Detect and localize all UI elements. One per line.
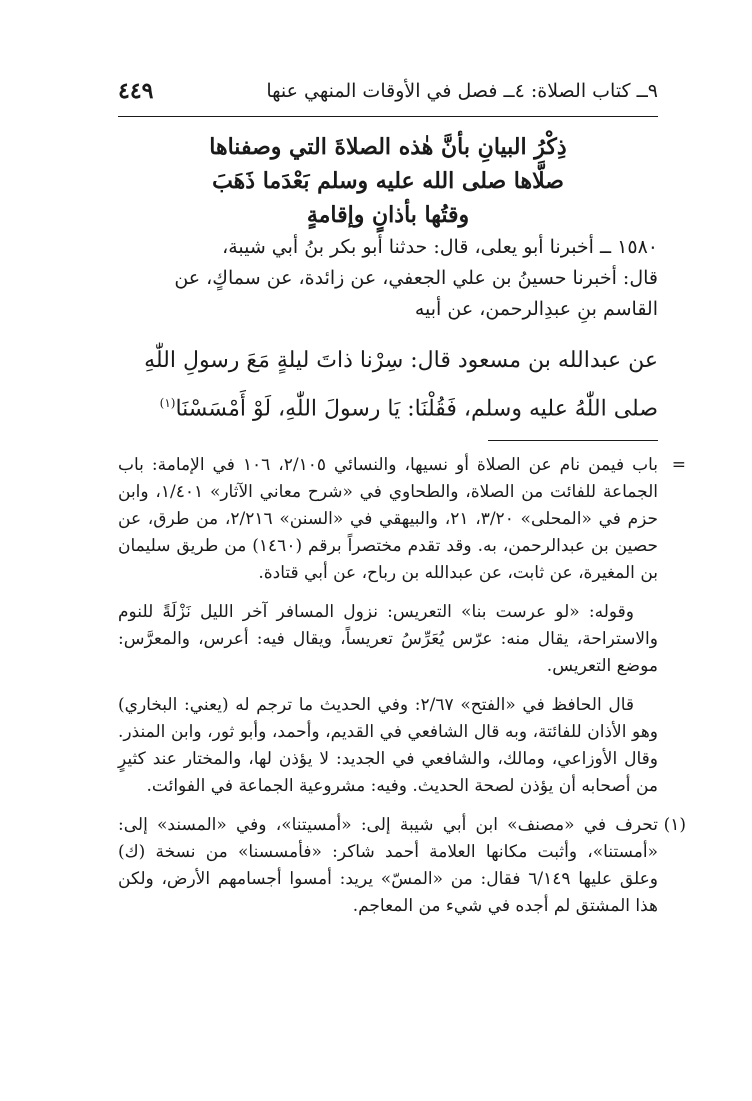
page-number: ٤٤٩ [118, 78, 154, 104]
footnotes [118, 452, 686, 932]
matn-line-1: عن عبدالله بن مسعود قال: سِرْنا ذاتَ ليلةٍ مَعَ رسولِ اللّٰهِ [144, 348, 658, 373]
chapter-heading [118, 130, 658, 232]
hadith-line-1: ١٥٨٠ ــ أخبرنا أبو يعلى، قال: حدثنا أبو بكر بنُ أبي شيبة، [222, 236, 658, 258]
hadith-chain [118, 232, 658, 325]
footnote-paragraph-fath: قال الحافظ في «الفتح» ٢/٦٧: وفي الحديث ما ترجم له (يعني: البخاري) وهو الأذان للفائتة، وبه قال الشافعي في القديم، وأحمد، وأبو ثور، وابن المنذر. وقال الأوزاعي، ومالك، والشافعي في الجديد: لا يؤذن لها، والمختار عند كثيرٍ من أصحابه أن يؤذن لصحة الحديث. وفيه: مشروعية الجماعة في الفوائت. [118, 695, 658, 796]
footnote-paragraph-tarees: وقوله: «لو عرست بنا» التعريس: نزول المسافر آخر الليل نَزْلَةً للنوم والاستراحة، يقال منه: عرّس يُعَرِّسُ تعريساً، ويقال فيه: أعرس، والمعرَّس: موضع التعريس. [118, 602, 658, 676]
footnote-continuation [118, 452, 686, 587]
matn-line-2-text: صلى اللّٰهُ عليه وسلم، فَقُلْنَا: يَا رسولَ اللّٰهِ، لَوْ أَمْسَسْنَا [175, 396, 658, 422]
hadith-line-2: قال: أخبرنا حسينُ بن علي الجعفي، عن زائدة، عن سماكٍ، عن [174, 267, 658, 289]
continuation-mark: = [671, 455, 686, 475]
footnote-1 [118, 812, 686, 920]
footnote-1-mark: (١) [663, 815, 686, 835]
footnote-continuation-text: باب فيمن نام عن الصلاة أو نسيها، والنسائي ٢/١٠٥، ١٠٦ في الإمامة: باب الجماعة للفائت من الصلاة، والطحاوي في «شرح معاني الآثار» ١/٤٠١، وابن حزم في «المحلى» ٣/٢٠، ٢١، والبيهقي في «السنن» ٢/٢١٦، من طرق، عن حصين بن عبدالرحمن، به. وقد تقدم مختصراً برقم (١٤٦٠) من طريق سليمان بن المغيرة، عن ثابت، عن عبدالله بن رباح، عن أبي قتادة. [118, 455, 659, 583]
hadith-text [118, 340, 658, 430]
header-title: ٩ــ كتاب الصلاة: ٤ــ فصل في الأوقات المنهي عنها [266, 80, 658, 102]
footnote-rule [488, 440, 658, 441]
running-header [118, 74, 658, 108]
footnote-1-text: تحرف في «مصنف» ابن أبي شيبة إلى: «أمسيتنا»، وفي «المسند» إلى: «أمستنا»، وأثبت مكانها العلامة أحمد شاكر: «فأمسسنا» من نسخة (ك) وعلق عليها ٦/١٤٩ فقال: من «المسّ» يريد: أمسوا أجسامهم الأرض، ولكن هذا المشتق لم أجده في شيء من المعاجم. [118, 815, 658, 916]
hadith-line-3: القاسم بنِ عبدِالرحمن، عن أبيه [414, 298, 658, 320]
matn-line-2 [118, 382, 658, 430]
header-rule [118, 116, 658, 117]
heading-line-2: صلَّاها صلى الله عليه وسلم بَعْدَما ذَهَبَ [212, 168, 564, 194]
footnote-reference[interactable]: (١) [159, 396, 176, 410]
heading-line-1: ذِكْرُ البيانِ بأنَّ هٰذه الصلاةَ التي وصفناها [209, 134, 567, 160]
heading-line-3: وقتُها بأذانٍ وإقامةٍ [306, 202, 470, 228]
